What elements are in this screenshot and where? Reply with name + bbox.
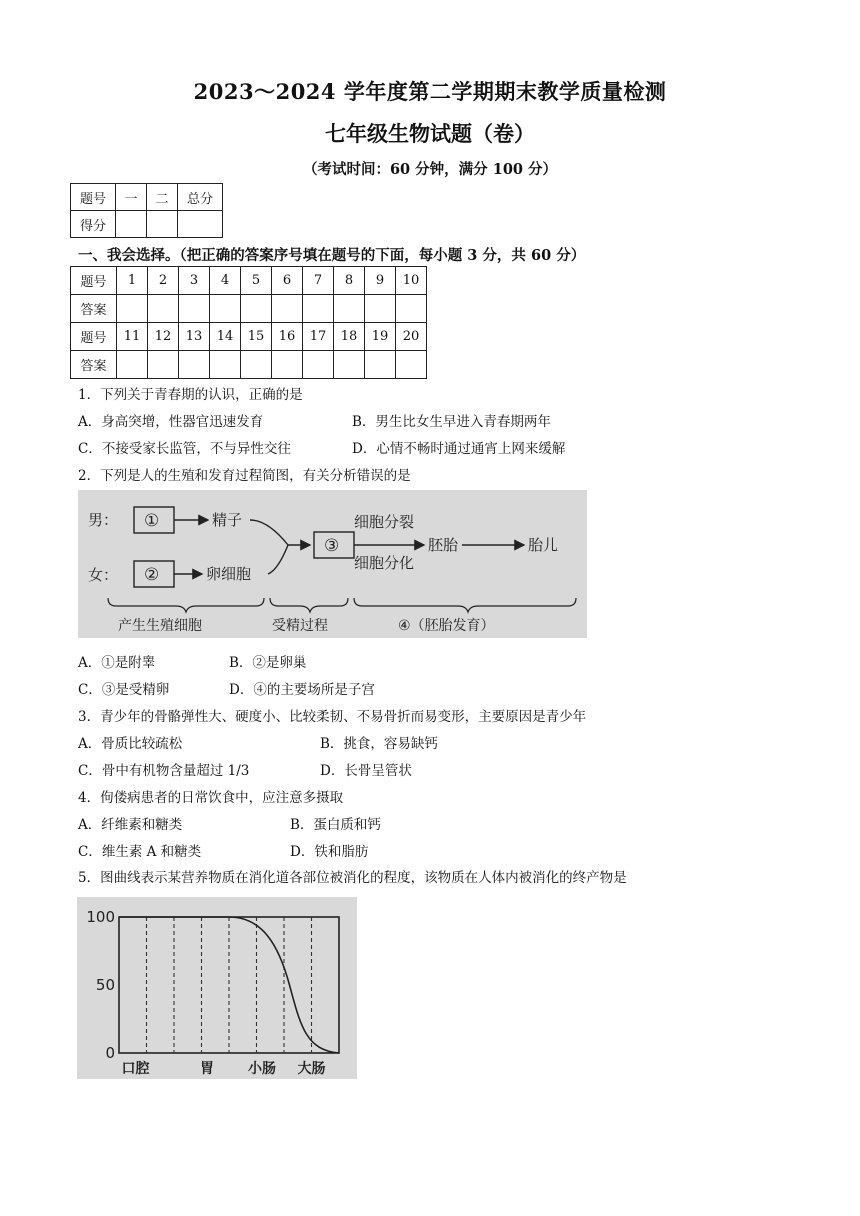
question-3-option-b: B．挑食，容易缺钙 — [320, 736, 438, 752]
diagram-stage3: ④（胚胎发育） — [398, 618, 495, 634]
chart-x-category-label: 口腔 — [121, 1061, 150, 1077]
question-4-option-c: C．维生素 A 和糖类 — [78, 844, 202, 860]
stage2-brace — [270, 598, 348, 612]
answer-cell[interactable] — [396, 295, 427, 323]
question-number-cell: 10 — [396, 267, 427, 295]
answer-cell[interactable] — [334, 351, 365, 379]
answer-cell[interactable] — [272, 351, 303, 379]
question-number-cell: 2 — [148, 267, 179, 295]
question-number-cell: 7 — [303, 267, 334, 295]
chart-x-category-label: 小肠 — [248, 1061, 276, 1077]
reproduction-diagram-svg — [78, 490, 587, 638]
answer-cell[interactable] — [148, 295, 179, 323]
answer-cell[interactable] — [179, 351, 210, 379]
answer-table-label: 题号 — [71, 323, 117, 351]
egg-merge-line — [268, 545, 288, 574]
stage1-brace — [108, 598, 264, 612]
answer-table-label: 答案 — [71, 351, 117, 379]
diagram-differentiation: 细胞分化 — [354, 554, 415, 572]
question-number-cell: 13 — [179, 323, 210, 351]
stage3-brace — [354, 598, 576, 612]
score-table-cell: 得分 — [71, 211, 116, 238]
question-3-option-c: C．骨中有机物含量超过 1/3 — [78, 763, 250, 779]
chart-x-category-label: 胃 — [200, 1061, 214, 1077]
chart-y-tick-label: 50 — [95, 976, 115, 994]
question-number-cell: 3 — [179, 267, 210, 295]
question-number-cell: 12 — [148, 323, 179, 351]
score-input-cell[interactable] — [178, 211, 223, 238]
question-number-cell: 19 — [365, 323, 396, 351]
answer-cell[interactable] — [241, 351, 272, 379]
answer-row — [71, 351, 427, 379]
answer-cell[interactable] — [365, 351, 396, 379]
question-2-option-c: C．③是受精卵 — [78, 682, 170, 698]
answer-number-row — [71, 267, 427, 295]
question-4-option-a: A．纤维素和糖类 — [78, 817, 183, 833]
diagram-stage1: 产生生殖细胞 — [118, 618, 202, 634]
digestion-chart — [77, 897, 357, 1079]
question-number-cell: 14 — [210, 323, 241, 351]
score-table-cell: 题号 — [71, 184, 116, 211]
question-number-cell: 15 — [241, 323, 272, 351]
question-number-cell: 11 — [117, 323, 148, 351]
question-number-cell: 1 — [117, 267, 148, 295]
sperm-merge-line — [250, 520, 288, 545]
question-3-option-a: A．骨质比较疏松 — [78, 736, 183, 752]
score-table-cell: 一 — [116, 184, 147, 211]
question-4-option-b: B．蛋白质和钙 — [290, 817, 381, 833]
answer-table-label: 题号 — [71, 267, 117, 295]
question-1-stem: 1．下列关于青春期的认识，正确的是 — [78, 387, 303, 403]
score-input-cell[interactable] — [147, 211, 178, 238]
chart-y-tick-label: 0 — [105, 1044, 115, 1062]
diagram-division: 细胞分裂 — [354, 513, 415, 531]
question-2-option-d: D．④的主要场所是子宫 — [229, 682, 375, 698]
score-input-cell[interactable] — [116, 211, 147, 238]
question-3-option-d: D．长骨呈管状 — [320, 763, 412, 779]
diagram-node1: ① — [144, 511, 160, 531]
question-number-cell: 18 — [334, 323, 365, 351]
diagram-sperm: 精子 — [212, 511, 243, 529]
answer-cell[interactable] — [241, 295, 272, 323]
chart-y-tick-label: 100 — [86, 908, 115, 926]
section1-heading: 一、我会选择。（把正确的答案序号填在题号的下面，每小题 3 分，共 60 分） — [78, 247, 586, 264]
answer-number-row — [71, 323, 427, 351]
diagram-label-male: 男： — [88, 511, 119, 529]
question-1-option-c: C．不接受家长监管，不与异性交往 — [78, 441, 291, 457]
answer-table — [70, 266, 427, 379]
answer-cell[interactable] — [334, 295, 365, 323]
question-number-cell: 6 — [272, 267, 303, 295]
question-number-cell: 20 — [396, 323, 427, 351]
answer-cell[interactable] — [179, 295, 210, 323]
diagram-embryo: 胚胎 — [428, 536, 459, 554]
answer-cell[interactable] — [210, 295, 241, 323]
answer-cell[interactable] — [396, 351, 427, 379]
question-1-option-d: D．心情不畅时通过通宵上网来缓解 — [352, 441, 566, 457]
question-number-cell: 17 — [303, 323, 334, 351]
question-5-stem: 5．图曲线表示某营养物质在消化道各部位被消化的程度，该物质在人体内被消化的终产物是 — [78, 870, 627, 886]
exam-info: （考试时间：60 分钟，满分 100 分） — [302, 161, 558, 178]
answer-cell[interactable] — [117, 295, 148, 323]
question-2-stem: 2．下列是人的生殖和发育过程简图，有关分析错误的是 — [78, 468, 411, 484]
diagram-label-female: 女： — [88, 566, 119, 584]
question-number-cell: 8 — [334, 267, 365, 295]
score-table-cell: 总分 — [178, 184, 223, 211]
question-1-option-b: B．男生比女生早进入青春期两年 — [352, 414, 551, 430]
answer-row — [71, 295, 427, 323]
question-number-cell: 4 — [210, 267, 241, 295]
diagram-node2: ② — [144, 565, 160, 585]
question-4-option-d: D．铁和脂肪 — [290, 844, 369, 860]
exam-title: 2023～2024 学年度第二学期期末教学质量检测 — [193, 79, 667, 104]
question-2-option-b: B．②是卵巢 — [229, 655, 307, 671]
question-number-cell: 5 — [241, 267, 272, 295]
digestion-chart-svg — [77, 897, 357, 1079]
question-number-cell: 9 — [365, 267, 396, 295]
question-1-option-a: A．身高突增，性器官迅速发育 — [78, 414, 264, 430]
reproduction-diagram — [78, 490, 587, 638]
score-table-header-row — [71, 184, 223, 211]
diagram-fetus: 胎儿 — [528, 536, 559, 554]
answer-cell[interactable] — [303, 351, 334, 379]
answer-cell[interactable] — [148, 351, 179, 379]
score-table — [70, 183, 223, 238]
diagram-egg: 卵细胞 — [206, 565, 252, 583]
answer-cell[interactable] — [272, 295, 303, 323]
diagram-node3: ③ — [324, 536, 340, 556]
score-table-score-row — [71, 211, 223, 238]
question-3-stem: 3．青少年的骨骼弹性大、硬度小、比较柔韧、不易骨折而易变形，主要原因是青少年 — [78, 709, 587, 725]
chart-x-category-label: 大肠 — [297, 1061, 326, 1077]
answer-cell[interactable] — [365, 295, 396, 323]
question-2-option-a: A．①是附睾 — [78, 655, 156, 671]
score-table-cell: 二 — [147, 184, 178, 211]
question-4-stem: 4．佝偻病患者的日常饮食中，应注意多摄取 — [78, 790, 344, 806]
diagram-stage2: 受精过程 — [272, 618, 328, 634]
answer-cell[interactable] — [303, 295, 334, 323]
exam-subtitle: 七年级生物试题（卷） — [325, 121, 535, 146]
answer-table-label: 答案 — [71, 295, 117, 323]
question-number-cell: 16 — [272, 323, 303, 351]
answer-cell[interactable] — [210, 351, 241, 379]
answer-cell[interactable] — [117, 351, 148, 379]
